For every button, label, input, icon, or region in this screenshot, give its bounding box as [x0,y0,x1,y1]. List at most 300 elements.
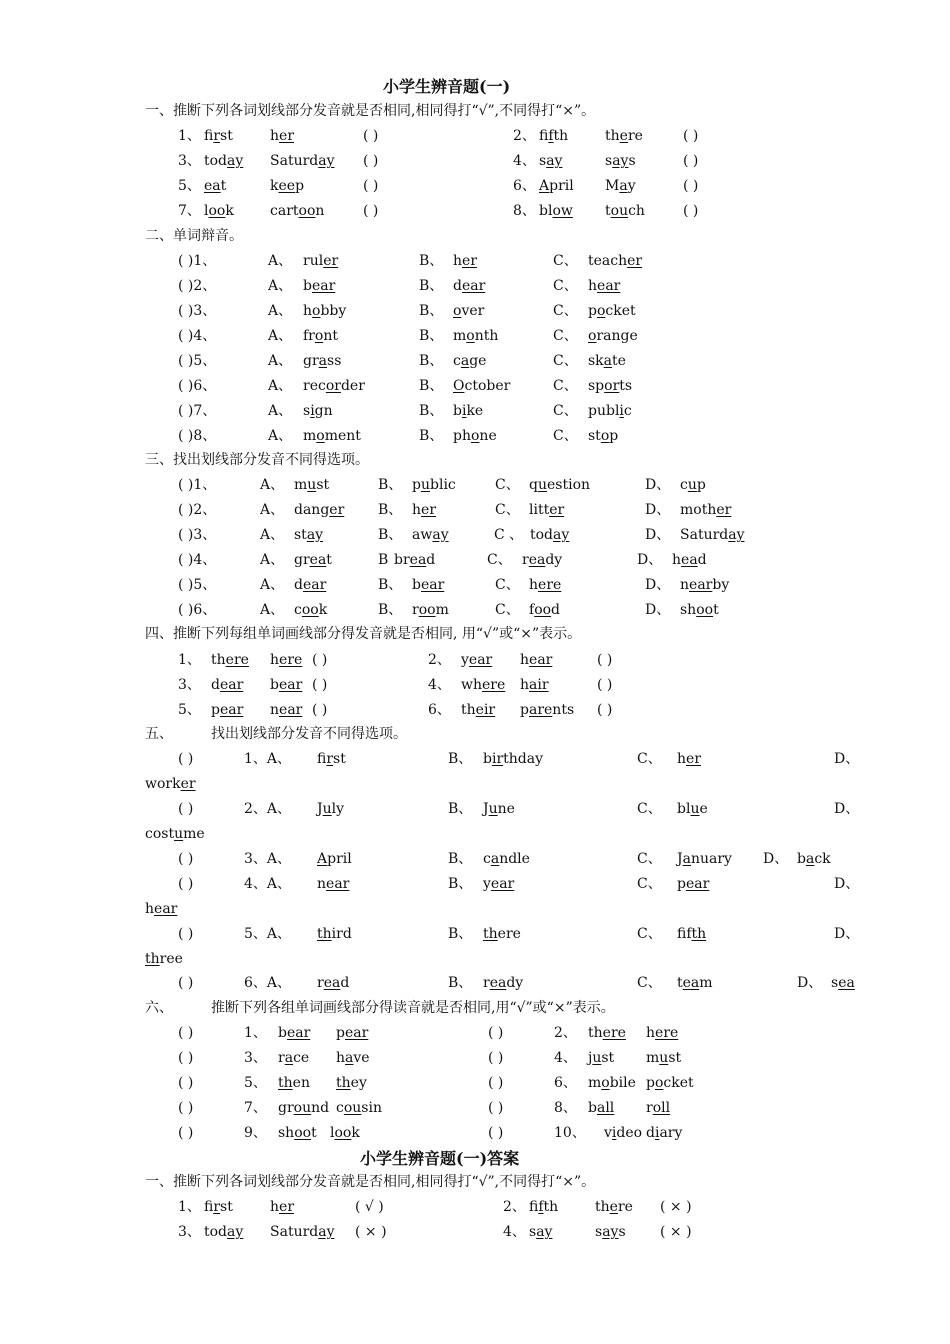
item-number: 4、 [428,677,451,693]
word-u: th [145,951,160,967]
word-first [278,1071,310,1096]
word-pre: f [204,128,214,144]
word-pre: th [588,1025,603,1041]
word-post: ge [469,353,487,369]
word-u: ere [655,1025,679,1041]
word-pre: h [529,577,539,593]
option-b [483,797,515,822]
word-u: a [284,1050,294,1066]
word-u: o [453,303,462,319]
option-b [483,847,530,872]
item-number: ( )8、 [178,428,217,444]
word-second [646,1071,694,1096]
word-pre: litt [529,502,550,518]
answer-bracket: ( ) [488,1125,504,1141]
item-number: ( )2、 [178,278,217,294]
option-a [317,971,349,996]
word-u: ay [536,1224,553,1240]
word-u: er [462,253,478,269]
word-pre: b [453,403,462,419]
item-number: 6、A、 [244,975,292,991]
option-label: B、 [419,278,444,294]
answer-bracket: ( × ) [660,1199,692,1215]
word-second [270,124,294,149]
word-post: ctober [464,378,511,394]
word-pre: y [461,652,469,668]
word-u: ear [311,278,336,294]
option-label: C 、 [494,527,524,543]
word-u: ere [482,677,506,693]
answers-title [0,1146,950,1171]
option-c [522,548,562,573]
word-post: k [351,1125,360,1141]
item-number: 7、 [178,203,201,219]
section-heading: 一、推断下列各词划线部分发音就是否相同,相同得打“√”,不同得打“×”。 [145,1174,596,1190]
option-label: B、 [419,303,444,319]
word-pre: c [483,851,491,867]
option-c [677,922,706,947]
word-second [605,174,636,199]
word-u: ea [204,178,221,194]
option-label: B、 [378,502,403,518]
answer-bracket: ( ) [178,751,194,767]
word-u: ou [610,203,629,219]
word-u: ear [219,677,244,693]
word-u: eir [475,702,496,718]
option-label: C、 [637,851,662,867]
word-u: er [716,502,732,518]
item-number: ( )3、 [178,303,217,319]
word-post: estion [547,477,591,493]
word-post: t [220,178,227,194]
section-1-row [0,124,950,149]
word-pre: h [672,552,682,568]
word-pre: sh [278,1125,295,1141]
word-u: or [604,378,620,394]
section-heading: 一、推断下列各词划线部分发音就是否相同,相同得打“√”,不同得打“×”。 [145,103,596,119]
word-pre: br [394,552,410,568]
word-pre: th [595,1199,610,1215]
word-u: i [461,403,467,419]
word-first [588,1096,614,1121]
word-post: ts [619,378,633,394]
word-post: m [435,602,449,618]
word-post: nts [552,702,575,718]
word-pre: m [646,1050,660,1066]
option-d [680,598,719,623]
word-first [211,673,243,698]
word-pre: p [412,477,421,493]
option-c [529,573,561,598]
word-u: a [619,178,628,194]
option-c [588,274,620,299]
option-b [453,424,497,449]
item-number: 2、 [513,128,536,144]
answer-bracket: ( ) [597,652,613,668]
word-u: e [609,1199,618,1215]
word-post: ly [331,801,345,817]
word-second [646,1046,681,1071]
section-2-row [0,424,950,449]
word-second [595,1195,633,1220]
word-post: c [623,403,632,419]
item-number: ( )5、 [178,577,217,593]
word-first [204,1220,243,1245]
word-second [595,1220,626,1245]
section-1-row [0,174,950,199]
word-u: O [453,378,465,394]
answer-bracket: ( ) [178,926,194,942]
option-label: B [378,552,389,568]
item-number: ( )2、 [178,502,217,518]
word-u: o [316,428,325,444]
word-post: ce [293,1050,310,1066]
word-post: ird [331,926,352,942]
word-pre: s [831,975,839,991]
word-first [461,673,505,698]
item-number: 5、 [244,1075,267,1091]
word-post: p [609,428,619,444]
option-label: D、 [834,751,860,767]
option-b [453,249,477,274]
word-post: e [699,801,708,817]
option-c [677,847,732,872]
word-u: ir [491,751,504,767]
word-pre: tod [204,153,228,169]
word-pre: h [270,128,280,144]
word-pre: h [520,652,530,668]
word-post: ere [497,926,521,942]
option-b [453,299,484,324]
word-first [204,1195,233,1220]
option-label: C、 [553,328,578,344]
word-pre: c [453,353,461,369]
word-post: deo [616,1125,643,1141]
word-first [278,1121,317,1146]
word-first [211,698,243,723]
word-u: o [466,328,475,344]
option-label: B、 [448,876,473,892]
option-label: B、 [378,477,403,493]
word-second [336,1071,367,1096]
word-u: er [329,502,345,518]
word-post: p [696,477,706,493]
word-pre: rul [303,253,324,269]
section-3-row [0,473,950,498]
item-number: ( )7、 [178,403,217,419]
word-pre: h [145,901,155,917]
answer-bracket: ( ) [178,876,194,892]
word-post: s [628,153,636,169]
answer-bracket: ( ) [178,1075,194,1091]
word-first [588,1021,626,1046]
item-number: ( )4、 [178,552,217,568]
word-post: k [225,203,234,219]
word-post: d [426,552,436,568]
section-5-row-wrap [0,772,950,797]
word-u: ea [409,552,427,568]
option-b [412,473,456,498]
word-u: ou [343,1100,362,1116]
option-c [588,299,636,324]
word-u: all [596,1100,615,1116]
option-label: B、 [419,403,444,419]
word-u: ea [489,975,507,991]
option-label: D、 [637,552,663,568]
word-first [604,1121,642,1146]
section-2-row [0,274,950,299]
option-label: B、 [419,253,444,269]
word-u: ow [552,203,573,219]
word-pre: sk [588,353,604,369]
item-number: 8、 [554,1100,577,1116]
item-number: 3、 [178,677,201,693]
word-pre: q [529,477,538,493]
option-label: C、 [553,428,578,444]
item-number: 1、 [244,1025,267,1041]
section-5-heading [0,722,950,747]
word-u: ere [602,1025,626,1041]
word-u: er [323,253,339,269]
word-second [605,149,636,174]
word-u: ear [468,652,493,668]
answer-bracket: ( ) [312,702,328,718]
item-number: ( )6、 [178,378,217,394]
word-u: ea [838,975,855,991]
answer-bracket: ( ) [363,203,379,219]
word-pre: h [270,652,280,668]
option-c [588,349,626,374]
word-post: ch [628,203,645,219]
item-number: ( )3、 [178,527,217,543]
word-post: ver [461,303,485,319]
word-pre: dang [294,502,330,518]
word-pre: h [412,502,422,518]
word-u: a [603,353,613,369]
word-pre: b [270,677,279,693]
option-a [294,498,344,523]
section-3-row [0,548,950,573]
answers-title-text: 小学生辨音题(一)答案 [360,1149,520,1168]
word-u: oo [301,602,319,618]
item-number: 4、A、 [244,876,292,892]
word-post: ndle [499,851,530,867]
word-u: ear [344,1025,369,1041]
word-post: by [712,577,730,593]
word-pre: r [317,975,324,991]
section-3-row [0,498,950,523]
word-u: ear [219,702,244,718]
option-a [303,299,346,324]
word-post: d [697,552,707,568]
option-label: A、 [268,328,293,344]
word-u: th [278,1075,293,1091]
word-first [588,1046,614,1071]
word-first [539,199,573,224]
word-post: m [699,975,713,991]
word-u: er [279,1199,295,1215]
section-2-row [0,249,950,274]
word-u: a [682,851,691,867]
option-a [303,324,338,349]
word-pre: bl [539,203,553,219]
word-pre: d [294,577,303,593]
word-post: th [553,128,569,144]
option-label: D、 [645,477,671,493]
option-b [483,872,514,897]
word-u: ea [681,552,698,568]
section-heading: 二、单词辩音。 [145,228,243,244]
option-label: C、 [637,801,662,817]
answer-bracket: ( ) [363,153,379,169]
option-label: A、 [260,502,285,518]
section-1-row [0,199,950,224]
option-label: A、 [268,253,293,269]
word-u: ear [597,278,621,294]
word-u: a [805,851,815,867]
word-post: der [340,378,365,394]
option-b [483,971,523,996]
word-first [529,1220,552,1245]
word-first [461,648,492,673]
option-d [680,523,745,548]
word-u: ee [278,178,296,194]
word-pre: d [646,1125,655,1141]
word-pre: st [588,428,601,444]
section-3-row [0,573,950,598]
word-u: th [336,1075,351,1091]
word-pre: b [483,751,492,767]
word-u: ere [538,577,562,593]
section-2-row [0,399,950,424]
word-second [270,673,302,698]
section-5-row-wrap [0,897,950,922]
word-u: A [539,178,550,194]
word-u: ay [227,1224,244,1240]
option-c [530,523,569,548]
word-u: oo [334,1125,352,1141]
option-label: C、 [553,303,578,319]
section-6-row [0,1046,950,1071]
option-a [303,374,365,399]
word-post: nd [311,1100,330,1116]
option-label: D、 [834,876,860,892]
section-1-row [0,149,950,174]
word-u: ear [685,876,710,892]
option-label: A、 [268,353,293,369]
word-pre: wh [461,677,482,693]
word-second [270,1220,335,1245]
word-pre: tod [204,1224,228,1240]
word-pre: r [278,1050,285,1066]
section-5-row [0,872,950,897]
word-u: air [529,677,549,693]
word-post: y [627,178,636,194]
word-u: er [279,128,295,144]
word-post: dy [545,552,563,568]
answer-bracket: ( ) [178,975,194,991]
word-post: ne [479,428,497,444]
word-u: u [174,826,184,842]
word-pre: b [278,1025,287,1041]
section-heading: 四、推断下列每组单词画线部分得发音就是否相同, 用“√”或“×”表示。 [145,626,582,642]
option-a [294,523,323,548]
word-u: er [549,502,565,518]
answers-row [0,1195,950,1220]
option-d [672,548,707,573]
word-pre: p [211,702,220,718]
option-label: A、 [268,378,293,394]
word-pre: y [483,876,491,892]
answer-bracket: ( ) [363,128,379,144]
section-4-row [0,673,950,698]
word-u: ay [432,527,449,543]
option-b [453,374,510,399]
word-first [539,149,562,174]
word-u: o [601,1075,610,1091]
word-pre: l [330,1125,335,1141]
item-number: 1、 [178,1199,201,1215]
option-label: C、 [495,602,520,618]
section-2-heading [0,224,950,249]
word-u: ear [461,278,486,294]
option-a [317,922,352,947]
word-second [520,698,574,723]
word-u: u [690,801,700,817]
word-u: ay [227,153,244,169]
option-a [294,573,326,598]
option-label: A、 [268,403,293,419]
option-b [412,598,449,623]
word-u: ea [309,552,327,568]
word-pre: m [588,1075,602,1091]
option-label: A、 [268,278,293,294]
word-post: en [292,1075,310,1091]
word-first [204,124,233,149]
word-first [204,174,226,199]
option-d [831,971,855,996]
option-label: B、 [448,926,473,942]
option-label: B、 [419,328,444,344]
answers-heading [0,1170,950,1195]
word-second [520,648,552,673]
word-post: n [315,203,325,219]
option-b [453,399,483,424]
item-number: 1、 [178,652,201,668]
section-number: 五、 [145,726,173,742]
answer-bracket: ( ) [488,1025,504,1041]
item-number: 4、 [503,1224,526,1240]
word-post: nth [474,328,499,344]
item-number: 3、A、 [244,851,292,867]
word-pre: t [677,975,683,991]
option-label: A、 [260,602,285,618]
word-u: i [611,1125,617,1141]
word-pre: j [588,1050,593,1066]
word-u: ear [279,702,303,718]
section-6-row [0,1096,950,1121]
option-a [317,847,352,872]
option-label: D、 [834,801,860,817]
option-c [677,747,701,772]
item-number: 1、 [178,128,201,144]
answer-bracket: ( ) [178,1050,194,1066]
word-pre: th [211,652,226,668]
section-heading: 推断下列各组单词画线部分得读音就是否相同,用“√”或“×”表示。 [211,1000,615,1016]
word-post: nt [323,328,338,344]
word-u: u [420,477,430,493]
word-u: i [619,403,624,419]
